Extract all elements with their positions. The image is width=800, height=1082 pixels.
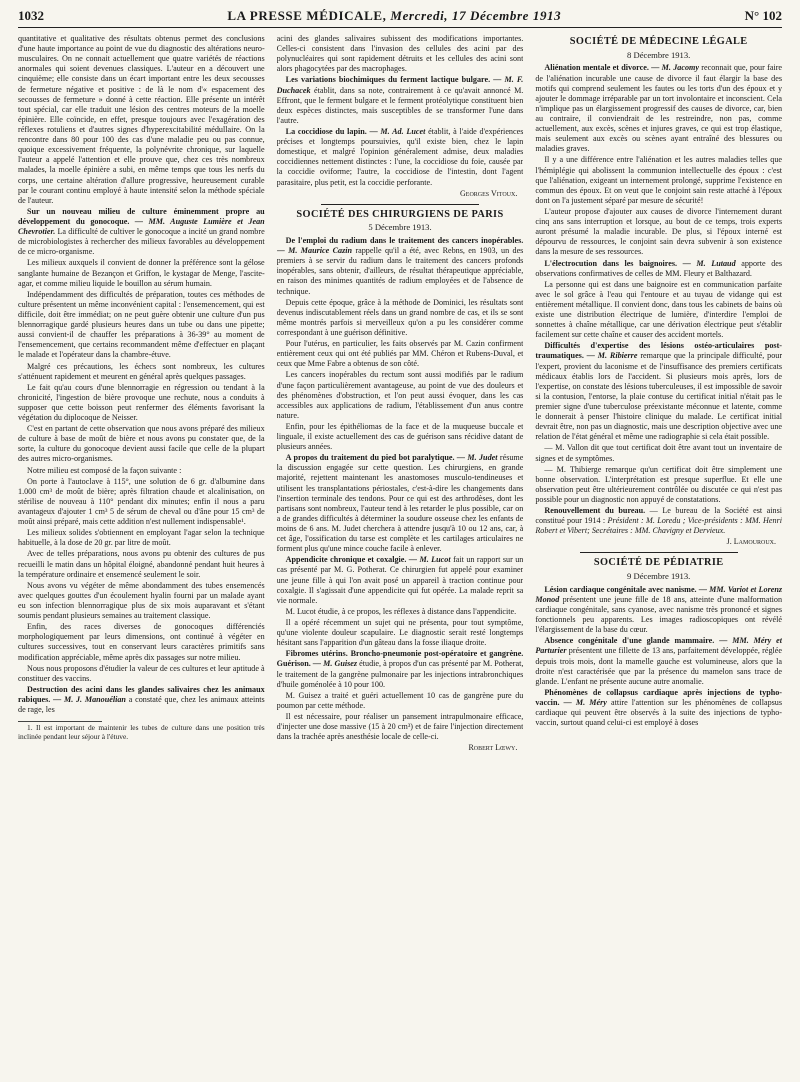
paragraph: La personne qui est dans une baignoire est en communication parfaite avec le sol grâce à l'eau qui l'entoure et au tuyau de vidange qui est entièrement métallique. Il convient donc, dans tous les cabinets de bains où existe une distribution électrique de lumière, d'interdire l'emploi de sonnettes à chaîne métallique, car une dérivation électrique peut s'établir facilement sur cette chaîne et causer des accident mortels. — [535, 279, 782, 340]
article-authors: — M. Lutaud — [682, 258, 736, 268]
issue-date: Mercredi, 17 Décembre 1913 — [390, 8, 562, 23]
paragraph: quantitative et qualitative des résultats obtenus permet des conclusions d'une haute importance au point de vue du diagnostic des altérations neuro-musculaires. On ne connait actuellement que quatre variétés de réactions anormales qui soient devenues classiques. L'auteur en a découvert une cinquième; elle consiste dans un écart important entre les deux secousses de fermeture négative et positive : de là le nom d'« espacement des secousses de fermeture » donné à cette réaction. Elle présente un intérêt tout spécial, car elle traduit une lésion des centres moteurs de la moelle épinière. Elle coïncide, en effet, presque toujours avec l'exagération des réflexes rotuliens et d'autres signes d'hyperexcitabilité médullaire. On la rencontre dans 80 pour 100 des cas d'une maladie peu ou pas connue, quoique excessivement fréquente, la polynévrite chronique, sur laquelle l'auteur a appelé l'attention et elle prouve que, chez ces très nombreux malades, la moelle épinière a subi, en même temps que tous les nerfs du corps, une certaine altération d'allure progressive, heureusement curable par le courant continu employé à haute intensité selon la méthode spéciale de l'auteur. — [18, 34, 265, 205]
article-text: établit, à l'aide d'expériences précises et longtemps poursuivies, qu'il existe bien, chez le lapin domestique, et malgré l'opinion généralement admise, deux maladies coccidiennes nettement distinctes : l'une, la coccidiose du foie, causée par la coccidie oviforme; l'autre, la coccidiose de l'intestin, dont l'agent parasitaire, plus petit, est la coccidie perforante. — [276, 126, 524, 187]
article-paragraph — [535, 259, 782, 279]
article-text: présentent une jeune fille de 18 ans, atteinte d'une malformation cardiaque congénitale, sans cyanose, avec nanisme très prononcé et signes fonctionnels peu apparents. Les images radioscopiques ont révélé l'élargissement de la base du cœur. — [535, 594, 782, 635]
paragraph: — M. Vallon dit que tout certificat doit être avant tout un inventaire de signes et de symptômes. — [535, 443, 782, 463]
article-paragraph — [277, 555, 524, 606]
signature: Robert Lœwy. — [468, 743, 518, 753]
section-divider — [321, 204, 479, 205]
article-authors: — MM. Auguste Lumière et Jean Chevrotier. — [18, 216, 265, 237]
paragraph: Il y a une différence entre l'aliénation et les autres maladies telles que l'hémiplégie qui abolissent la communion intellectuelle des époux : c'est que l'aliénation, exigeant un internement prolongé, supprime l'existence en commun des époux. Et on veut que le conjoint sain reste attaché à l'époux dont on l'a justement séparé par mesure de sécurité! — [535, 155, 782, 205]
article-authors: — M. J. Manouélian — [53, 695, 126, 704]
journal-title: LA PRESSE MÉDICALE, — [227, 8, 387, 23]
journal-title-line — [227, 8, 561, 24]
article-text: La difficulté de cultiver le gonocoque a incité un grand nombre de microbiologistes à rechercher des milieux favorables au développement de ce micro-organisme. — [18, 227, 265, 257]
article-text: rappelle qu'il a été, avec Rebns, en 1903, un des premiers à se servir du radium dans le traitement des cancers profonds inopérables, sans obtenir, d'ailleurs, de résultat thérapeutique appréciable, en raison des minimes quantités de radium employées et de l'absence de technique. — [276, 246, 524, 296]
paragraph: Avec de telles préparations, nous avons pu obtenir des cultures de pus recueilli le matin dans un hôpital éloigné, abandonné pendant huit heures à la température ordinaire et ensemencé seulement le soir. — [18, 549, 265, 579]
bureau-members: Président : M. Loredu ; Vice-présidents : MM. Henri Robert et Vibert; Secrétaires : MM. Chavigny et Dervieux. — [535, 516, 782, 536]
article-title: Renouvellement du bureau. — [544, 506, 646, 516]
article-title: Destruction des acini dans les glandes salivaires chez les animaux rabiques. — [18, 684, 265, 704]
section-date: 9 Décembre 1913. — [627, 571, 691, 582]
article-paragraph — [535, 506, 782, 536]
section-title: SOCIÉTÉ DES CHIRURGIENS DE PARIS — [296, 208, 504, 220]
paragraph: acini des glandes salivaires subissent des modifications importantes. Celles-ci consistent dans l'invasion des cellules des acini par des polynucléaires qui sont rapidement détruits et les cellules des acini sont alors phagocytées par des macrophages. — [276, 34, 524, 74]
article-authors: — M. Maurice Cazin — [276, 246, 353, 256]
paragraph: Indépendamment des difficultés de préparation, toutes ces méthodes de culture présentent un même inconvénient capital : l'ensemencement, qui est difficile, doit être immédiat; on ne peut guère obtenir une culture d'un pus blennorragique gardé plusieurs heures dans un tube ou dans une pipette; aussi convient-il de chauffer les préparations à 36-39° au moment de l'ensemencement, que certains recommandent même d'effectuer en plaçant le malade et l'opérateur dans la chambre-étuve. — [18, 289, 265, 360]
paragraph: Malgré ces précautions, les échecs sont nombreux, les cultures s'atténuent rapidement et meurent en général après quelques passages. — [18, 361, 265, 381]
column-right — [535, 34, 782, 1074]
paragraph: Nous nous proposons d'étudier la valeur de ces cultures et leur aptitude à constituer des vaccins. — [18, 663, 265, 683]
paragraph: M. Guisez a traité et guéri actuellement 10 cas de gangrène pure du poumon par cette méthode. — [276, 690, 524, 710]
article-authors: — M. F. Duchacek — [276, 75, 524, 95]
paragraph: Enfin, des races diverses de gonocoques différenciés morphologiquement par leurs dimensions, ont continué à végéter en cultures successives, tout en conservant leurs caractères primitifs sans modification appréciable, même après dix passages sur notre milieu. — [18, 622, 265, 662]
section-date: 5 Décembre 1913. — [368, 222, 432, 233]
paragraph: Notre milieu est composé de la façon suivante : — [27, 465, 182, 475]
article-authors: — MM. Variot et Lorenz Monod — [535, 584, 782, 604]
article-text: présentent une fillette de 13 ans, parfaitement développée, réglée depuis trois mois, dont la mamelle gauche est volumineuse, alors que la droite n'est caractérisée que par la présence du mamelon sans trace de glande. L'enfant ne présente aucune autre anomalie. — [535, 646, 782, 686]
footnote: 1. Il est important de maintenir les tubes de culture dans une position très inclinée pendant leur séjour à l'étuve. — [18, 723, 265, 742]
article-authors: — M. Jacomy — [651, 63, 699, 73]
article-title: La coccidiose du lapin. — [285, 126, 367, 136]
paragraph: Les milieux auxquels il convient de donner la préférence sont la gélose sanglante humaine de Bezançon et Griffon, le kystagar de Menge, l'ascite-agar, et comme milieu liquide le bouillon au sérum humain. — [18, 258, 265, 288]
section-title: SOCIÉTÉ DE PÉDIATRIE — [593, 557, 724, 569]
article-title: Appendicite chronique et coxalgie. — [285, 555, 407, 565]
article-title: De l'emploi du radium dans le traitement des cancers inopérables. — [285, 235, 524, 245]
article-authors: — M. Méry — [563, 697, 607, 707]
article-text: fait un rapport sur un cas présenté par M. G. Potherat. Ce chirurgien fut appelé pour examiner une jeune fille à qui l'on avait posé un appareil à traction continue pour coxalgie. Il s'agissait d'une appendicite qui fut opérée. La malade reprit sa vie normale. — [276, 555, 524, 605]
article-paragraph — [535, 63, 782, 154]
article-paragraph — [535, 636, 782, 687]
paragraph: On porte à l'autoclave à 115°, une solution de 6 gr. d'albumine dans 1.000 cm³ de moût de bière; après filtration chaude et alcalinisation, on stérilise de nouveau à 110° pendant dix minutes; enfin il nous a paru avantageux d'ajouter 1 cm³ 5 de sérum de cheval ou d'âne pour 15 cm³ de moût ainsi préparé, mais cette addition n'est nullement indispensable¹. — [18, 476, 265, 527]
article-text: résume la discussion engagée sur cette question. Les chirurgiens, en grande majorité, rejettent maintenant les anastomoses musculo-tendineuses et utilisent les transplantations périostales, c'est-à-dire les changements dans l'insertion terminale des tendons. Pour ce qui est des arthrodèses, dont les partisans sont nombreux, l'auteur tend à les retarder le plus possible, car on a de grandes difficultés à déterminer la soudure osseuse chez les enfants de moins de 6 ans. M. Judet cherchera à attendre jusqu'à 10 ou 12 ans, car, à cet âge, l'ossification du tarse est complète et les cartilages articulaires ne forment plus qu'une mince couche facile à enlever. — [276, 453, 524, 554]
article-title: L'électrocution dans les baignoires. — [544, 258, 678, 268]
signature: J. Lamouroux. — [726, 537, 777, 547]
paragraph: Le fait qu'au cours d'une blennorragie en régression ou tendant à la chronicité, l'ingestion de bière provoque une rechute, nous a conduits à supposer que cette boisson peut renfermer des éléments favorisant la végétation du diplocoque de Neisser. — [18, 382, 265, 423]
article-text: remarque que la principale difficulté, pour l'expert, provient du laconisme et de l'insuffisance des premiers certificats médicaux établis lors de l'accident. Si plusieurs mois après, lors de l'expertise, on constate des lésions tuberculeuses, il est impossible de savoir si la contusion, l'entorse, la plaie contuse du certificat initial n'était pas le premier signe d'une tuberculose préexistante méconnue et latente, comme le donnerait à penser l'histoire clinique du malade. Le certificat initial devrait être, non pas un diagnostic, mais une description objective avec une relation de l'état général et même une radiographie si cela était possible. — [535, 351, 782, 442]
article-text: reconnait que, pour faire de l'aliénation incurable une cause de divorce il faut élargir la base des motifs qui comprend seulement les fautes ou les torts d'un des époux et y ajouter le dommage irréparable par un tort involontaire et inconscient. Cela n'implique pas un élargissement progressif des causes de divorce, car, bien au contraire, il conviendrait de les restreindre, non pas, comme actuellement, aux excès, scènes et injures graves, ce qui est trop élastique, mais seulement aux excès ou scènes ayant entraîné des blessures ou maladies graves. — [535, 63, 782, 154]
article-title: A propos du traitement du pied bot paralytique. — [285, 453, 455, 463]
article-title: Phénomènes de collapsus cardiaque après injections de typho-vaccin. — [535, 687, 782, 707]
article-text: étudie, à propos d'un cas présenté par M. Potherat, le traitement de la gangrène pulmonaire par les injections intrabronchiques d'huile goménolée à 10 pour 100. — [276, 659, 524, 689]
article-title: Absence congénitale d'une glande mammaire. — [544, 636, 715, 646]
article-title: Aliénation mentale et divorce. — [544, 63, 649, 73]
article-title: Les variations biochimiques du ferment lactique bulgare. — [285, 75, 491, 85]
paragraph: Nous avons vu végéter de même abondamment des tubes ensemencés avec quelques gouttes d'un écoulement hyalin fourni par un malade ayant eu son infection blennorragique plus de six mois auparavant et s'étant soumis pendant plusieurs semaines au traitement classique. — [18, 580, 265, 621]
article-paragraph — [18, 207, 265, 258]
article-paragraph — [277, 649, 524, 689]
section-title: SOCIÉTÉ DE MÉDECINE LÉGALE — [569, 36, 748, 47]
column-left — [18, 34, 265, 1074]
article-paragraph — [277, 453, 524, 554]
paragraph: Enfin, pour les épithéliomas de la face et de la muqueuse buccale et linguale, il existe actuellement des cas de guérison sans récidive datant de plusieurs années. — [276, 421, 524, 452]
section-date: 8 Décembre 1913. — [627, 49, 691, 60]
article-title: Lésion cardiaque congénitale avec nanisme. — [544, 584, 697, 594]
article-paragraph — [277, 75, 524, 126]
footnote-divider — [18, 721, 102, 722]
signature: Georges Vitoux. — [460, 188, 518, 198]
article-text: a constaté que, chez les animaux atteints de rage, les — [18, 695, 265, 715]
article-paragraph — [535, 688, 782, 728]
paragraph: M. Lucot étudie, à ce propos, les réflexes à distance dans l'appendicite. — [285, 606, 517, 616]
paragraph: L'auteur propose d'ajouter aux causes de divorce l'internement durant cinq ans sans interruption et lorsque, au bout de ce temps, trois experts auront présumé la maladie incurable. De plus, si l'époux interné est dépourvu de ressources, le conjoint sain devra subvenir à son existence dans la mesure de ses ressources. — [535, 206, 782, 257]
article-authors: — M. Guisez — [312, 659, 358, 669]
article-text: — Le bureau de la Société est ainsi constitué pour 1914 : — [535, 506, 782, 526]
article-authors: — M. Ribierre — [586, 351, 638, 361]
article-paragraph — [277, 127, 524, 188]
paragraph: Les milieux solides s'obtiennent en employant l'agar selon la technique habituelle, à la dose de 20 gr. par litre de moût. — [18, 528, 265, 548]
article-authors: — M. Lucot — [408, 555, 451, 565]
article-authors: — M. Ad. Lucet — [369, 126, 426, 136]
article-title: Difficultés d'expertise des lésions ostéo-articulaires post-traumatiques. — [535, 341, 782, 361]
paragraph: Depuis cette époque, grâce à la méthode de Dominici, les résultats sont devenus indiscutablement réels dans un grand nombre de cas, et ils se sont même montrés parfois si merveilleux qu'on a pu les considérer comme correspondant à une guérison définitive. — [276, 297, 524, 337]
paragraph: Il est nécessaire, pour réaliser un pansement intrapulmonaire efficace, d'injecter une dose massive (15 à 20 cm³) et de faire l'injection directement dans la trachée après anesthésie locale de celle-ci. — [276, 712, 524, 742]
article-text: attire l'attention sur les phénomènes de collapsus cardiaque qui peuvent être observés à la suite des injections de typho-vaccin, surtout quand celui-ci est employé à doses — [535, 697, 782, 728]
article-title: Fibromes utérins. Broncho-pneumonie post-opératoire et gangrène. Guérison. — [276, 649, 524, 669]
running-head — [18, 8, 782, 28]
article-text: établit, dans sa note, contrairement à ce qu'avait annoncé M. Effront, que le ferment bulgare et le ferment protéolytique constituent bien deux espèces distinctes, mais susceptibles de se transformer l'une dans l'autre. — [276, 85, 524, 125]
paragraph: — M. Thibierge remarque qu'un certificat doit être simplement une bonne observation. L'interprétation est presque superflue. Et elle une observation peut être ultérieurement contrôlée ou discutée ce qui n'est pas possible pour un diagnostic non appuyé de constatations. — [535, 464, 782, 505]
column-middle — [277, 34, 524, 1074]
article-paragraph — [535, 341, 782, 442]
paragraph: C'est en partant de cette observation que nous avons préparé des milieux de culture à base de moût de bière et nous avons pu constater que, de la sorte, la culture du gonocoque devient aussi facile que celle de la plupart des autres micro-organismes. — [18, 424, 265, 464]
article-title: Sur un nouveau milieu de culture éminemment propre au développement du gonocoque. — [18, 206, 265, 226]
article-paragraph — [535, 585, 782, 636]
issue-number: N° 102 — [744, 8, 782, 23]
text-columns — [18, 34, 782, 1074]
paragraph: Il a opéré récemment un sujet qui ne présenta, pour tout symptôme, qu'une violente douleur scapulaire. Le diagnostic serait resté longtemps hésitant sans l'apparition d'un gâteau dans la fosse iliaque droite. — [276, 618, 524, 648]
paragraph: Les cancers inopérables du rectum sont aussi modifiés par le radium d'une façon particulièrement avantageuse, au point de vue des douleurs et des phénomènes d'obstruction, et l'on peut aussi évoquer, dans les cas accessibles aux applications de radium, l'établissement d'un anus contre nature. — [276, 370, 524, 420]
article-paragraph — [277, 236, 524, 297]
article-paragraph — [18, 685, 265, 715]
page-number: 1032 — [18, 8, 44, 23]
article-authors: — M. Judet — [456, 453, 498, 463]
article-authors: — MM. Méry et Parturier — [535, 636, 782, 656]
paragraph: Pour l'utérus, en particulier, les faits observés par M. Cazin confirment entièrement ceux qui ont été publiés par MM. Chéron et Rubens-Duval, et ceux que Mme Fabre a obtenus de son côté. — [276, 339, 524, 369]
section-divider — [580, 552, 738, 553]
article-text: apporte des observations confirmatives de celles de MM. Fleury et Balthazard. — [535, 258, 782, 278]
